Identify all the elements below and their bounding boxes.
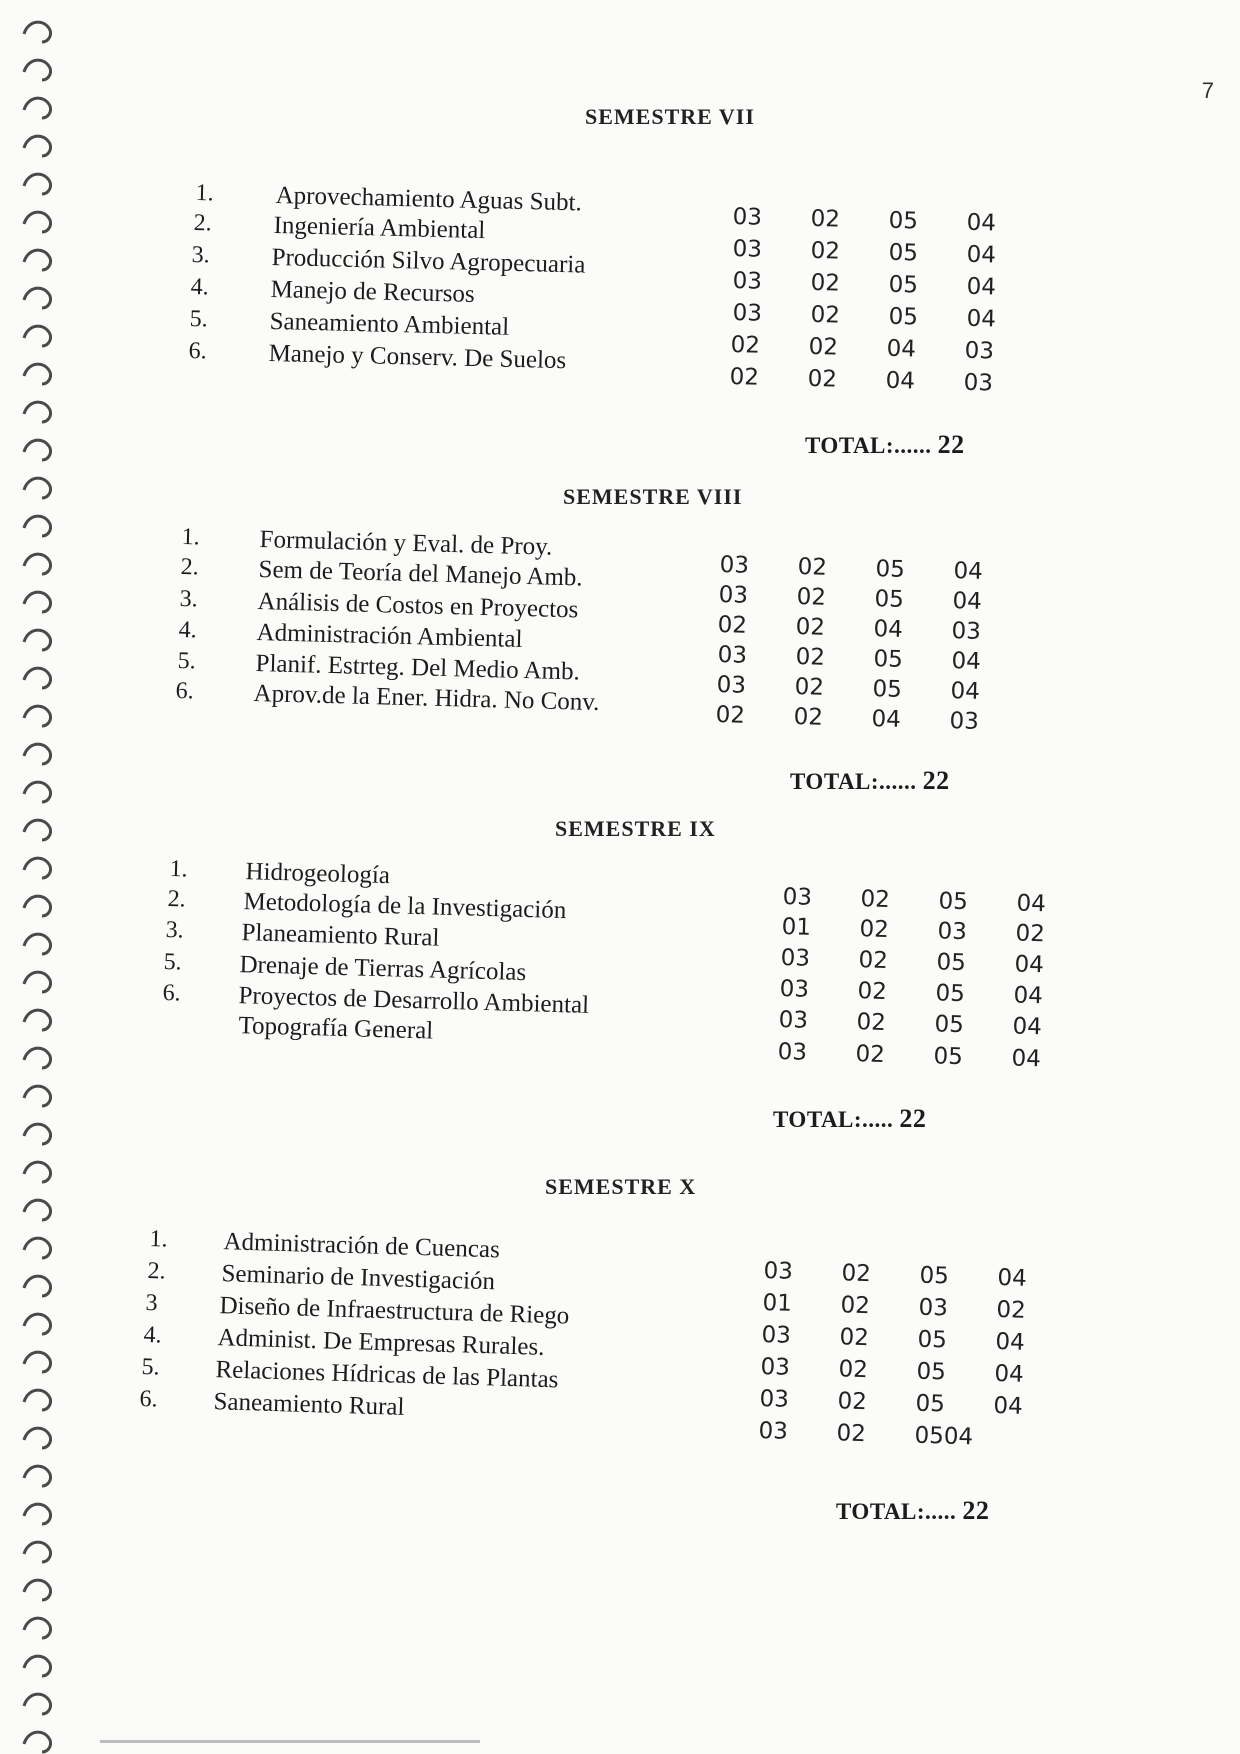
course-number: 5. (177, 648, 196, 675)
credit-value: 03 (964, 337, 995, 365)
credit-values-row (760, 1354, 1025, 1388)
binding-ring (24, 782, 51, 802)
credit-value: 02 (795, 644, 826, 671)
course-number: 3. (179, 586, 198, 613)
course-number: 4. (178, 617, 197, 644)
credit-values-row (715, 702, 980, 735)
course-row (167, 886, 567, 925)
course-number: 1. (181, 524, 200, 551)
credit-value: 02 (857, 978, 888, 1005)
credit-value: 02 (840, 1292, 871, 1320)
credit-value: 03 (951, 618, 982, 645)
total-label: TOTAL:..... (773, 1107, 894, 1132)
course-row (191, 242, 586, 279)
credit-values-row (777, 1039, 1042, 1073)
total-value: 22 (922, 766, 950, 795)
credit-value: 05 (888, 271, 919, 299)
course-name: Planif. Estrteg. Del Medio Amb. (255, 650, 581, 686)
course-name: Saneamiento Rural (213, 1388, 405, 1421)
binding-ring (24, 98, 51, 118)
course-number: 2. (147, 1258, 166, 1285)
bottom-edge-shadow (100, 1740, 480, 1743)
course-row (178, 617, 523, 653)
credit-value: 02 (837, 1388, 868, 1416)
binding-ring (24, 402, 51, 422)
course-row (188, 338, 567, 375)
credit-value: 04 (966, 241, 997, 269)
credit-value: 02 (859, 916, 890, 943)
credit-values-row (779, 976, 1044, 1010)
credit-value: 02 (793, 704, 824, 731)
course-name: Drenaje de Tierras Agrícolas (239, 951, 527, 987)
credit-values-row (759, 1386, 1024, 1420)
binding-ring (24, 706, 51, 726)
credit-value: 03 (717, 642, 748, 669)
course-row (180, 554, 583, 592)
credit-value: 05 (888, 303, 919, 331)
credit-value: 03 (778, 1007, 809, 1034)
credit-value: 04 (1016, 890, 1047, 918)
binding-ring (24, 554, 51, 574)
course-number: 2. (167, 886, 186, 913)
course-number: 1. (169, 856, 188, 883)
credit-value: 02 (856, 1009, 887, 1036)
credit-value: 03 (732, 300, 763, 327)
binding-ring (24, 212, 51, 232)
binding-ring (24, 22, 51, 42)
credit-value: 05 (938, 888, 969, 916)
total-label: TOTAL:...... (790, 769, 917, 794)
binding-ring (24, 1428, 51, 1448)
course-row (165, 917, 440, 952)
credit-value: 02 (795, 614, 826, 641)
credit-values-row (730, 332, 995, 365)
course-number: 1. (149, 1226, 168, 1253)
credit-values-row (719, 552, 984, 585)
credit-value: 02 (717, 612, 748, 639)
course-number: 2. (193, 210, 212, 237)
credit-values-row (780, 945, 1045, 979)
binding-ring (24, 1238, 51, 1258)
binding-ring (24, 136, 51, 156)
credit-value: 02 (810, 269, 841, 297)
binding-ring (24, 1732, 51, 1752)
binding-ring (24, 744, 51, 764)
credit-value: 02 (810, 301, 841, 329)
credit-value: 03 (761, 1322, 792, 1349)
binding-ring (24, 1694, 51, 1714)
course-name: Relaciones Hídricas de las Plantas (215, 1356, 559, 1394)
credit-values-row (718, 582, 983, 615)
credit-value: 02 (839, 1324, 870, 1352)
credit-value: 03 (777, 1039, 808, 1066)
binding-ring (24, 1162, 51, 1182)
spiral-binding (14, 0, 64, 1754)
course-row (175, 678, 600, 717)
credit-value: 04 (993, 1392, 1024, 1420)
credit-values-row (729, 364, 994, 397)
course-number: 2. (180, 554, 199, 581)
course-number: 3. (165, 917, 184, 944)
course-number: 4. (190, 274, 209, 301)
credit-values-row (732, 300, 997, 333)
credit-value: 04 (994, 1360, 1025, 1388)
credit-value: 04 (966, 305, 997, 333)
semester-title: SEMESTRE VII (585, 104, 755, 129)
course-name: Diseño de Infraestructura de Riego (219, 1292, 570, 1330)
course-name: Planeamiento Rural (241, 919, 440, 952)
credit-values-row (717, 642, 982, 675)
course-name: Seminario de Investigación (221, 1260, 496, 1296)
total-label: TOTAL:..... (836, 1499, 957, 1524)
binding-ring (24, 1656, 51, 1676)
credit-value: 03 (780, 945, 811, 972)
course-name: Hidrogeología (245, 858, 391, 890)
course-number: 5. (189, 306, 208, 333)
binding-ring (24, 1086, 51, 1106)
credit-value: 05 (888, 207, 919, 235)
credit-value: 05 (936, 949, 967, 977)
credit-value: 04 (1014, 951, 1045, 979)
credit-value: 05 (888, 239, 919, 267)
binding-ring (24, 1542, 51, 1562)
total-label: TOTAL:...... (805, 433, 932, 458)
credit-values-row (781, 914, 1046, 948)
course-number: 6. (139, 1386, 158, 1413)
credit-value: 03 (759, 1386, 790, 1413)
credit-value: 01 (762, 1290, 793, 1317)
binding-ring (24, 858, 51, 878)
course-name: Administración de Cuencas (223, 1228, 501, 1264)
course-name: Metodología de la Investigación (243, 888, 567, 925)
credit-value: 02 (841, 1260, 872, 1288)
semester-total (805, 430, 965, 460)
credit-value: 04 (1013, 982, 1044, 1010)
course-name: Aprovechamiento Aguas Subt. (275, 181, 583, 217)
course-name: Administración Ambiental (256, 619, 523, 653)
course-number: 5. (163, 949, 182, 976)
credit-value: 04 (966, 273, 997, 301)
course-number: 3. (191, 242, 210, 269)
binding-ring (24, 250, 51, 270)
credit-value: 02 (808, 333, 839, 361)
credit-value: 04 (885, 367, 916, 395)
credit-value: 05 (916, 1358, 947, 1386)
binding-ring (24, 1390, 51, 1410)
credit-value: 02 (797, 554, 828, 581)
credit-values-row (758, 1418, 974, 1451)
course-number: 3 (145, 1290, 158, 1317)
course-name: Proyectos de Desarrollo Ambiental (238, 982, 590, 1019)
credit-value: 02 (860, 886, 891, 913)
credit-value: 02 (810, 237, 841, 265)
binding-ring (24, 972, 51, 992)
course-row (139, 1386, 405, 1421)
course-name: Saneamiento Ambiental (269, 307, 510, 341)
credit-value: 02 (715, 702, 746, 729)
binding-ring (24, 326, 51, 346)
credit-value: 04 (953, 558, 984, 585)
course-row (145, 1290, 570, 1330)
credit-value: 04 (1011, 1045, 1042, 1073)
binding-ring (24, 1580, 51, 1600)
binding-ring (24, 1010, 51, 1030)
credit-value: 01 (781, 914, 812, 941)
course-row (195, 180, 583, 217)
course-row (177, 648, 581, 686)
course-row (181, 524, 553, 561)
course-name: Topografía General (238, 1012, 434, 1045)
course-row (179, 586, 579, 624)
course-name: Producción Silvo Agropecuaria (271, 243, 586, 279)
credit-values-row (732, 236, 997, 269)
credit-value: 02 (730, 332, 761, 359)
binding-ring (24, 592, 51, 612)
credit-values-row (717, 612, 982, 645)
credit-value: 03 (763, 1258, 794, 1285)
binding-ring (24, 1314, 51, 1334)
credit-value: 03 (758, 1418, 789, 1445)
credit-value: 04 (871, 706, 902, 733)
course-row (147, 1258, 496, 1296)
course-row (162, 980, 590, 1019)
credit-value: 03 (732, 204, 763, 231)
credit-value: 03 (782, 884, 813, 911)
course-row (193, 210, 486, 245)
course-name: Administ. De Empresas Rurales. (217, 1324, 545, 1361)
course-row (190, 274, 476, 308)
course-number: 5. (141, 1354, 160, 1381)
credit-value: 05 (935, 980, 966, 1008)
credit-value: 02 (1015, 920, 1046, 948)
credit-values-row (716, 672, 981, 705)
credit-value: 05 (919, 1262, 950, 1290)
binding-ring (24, 1200, 51, 1220)
binding-ring (24, 174, 51, 194)
credit-values-row (763, 1258, 1028, 1292)
binding-ring (24, 364, 51, 384)
credit-value: 04 (873, 616, 904, 643)
credit-value: 05 (917, 1326, 948, 1354)
course-number: 6. (175, 678, 194, 705)
credit-value: 04 (1012, 1013, 1043, 1041)
course-row (149, 1226, 501, 1264)
binding-ring (24, 820, 51, 840)
credit-value: 03 (716, 672, 747, 699)
course-row (169, 856, 391, 890)
binding-ring (24, 288, 51, 308)
semester-total (773, 1104, 926, 1134)
credit-value: 02 (807, 365, 838, 393)
credit-values-row (761, 1322, 1026, 1356)
credit-values-row (732, 204, 997, 237)
credit-value: 04 (951, 648, 982, 675)
binding-ring (24, 896, 51, 916)
credit-value: 02 (996, 1296, 1027, 1324)
course-name: Manejo y Conserv. De Suelos (268, 339, 567, 375)
credit-value: 03 (718, 582, 749, 609)
course-row (141, 1354, 559, 1394)
course-name: Aprov.de la Ener. Hidra. No Conv. (253, 680, 600, 717)
credit-value: 0504 (914, 1422, 974, 1451)
credit-value: 05 (934, 1011, 965, 1039)
credit-value: 02 (796, 584, 827, 611)
credit-value: 04 (966, 209, 997, 237)
credit-value: 02 (836, 1420, 867, 1448)
credit-value: 05 (875, 556, 906, 583)
binding-ring (24, 668, 51, 688)
course-name: Sem de Teoría del Manejo Amb. (258, 556, 583, 592)
binding-ring (24, 1048, 51, 1068)
credit-values-row (778, 1007, 1043, 1041)
credit-value: 02 (810, 205, 841, 233)
total-value: 22 (937, 430, 965, 459)
binding-ring (24, 630, 51, 650)
course-row (143, 1322, 545, 1361)
credit-value: 02 (838, 1356, 869, 1384)
binding-ring (24, 60, 51, 80)
course-number: 6. (188, 338, 207, 365)
credit-value: 05 (874, 586, 905, 613)
course-number: 6. (162, 980, 181, 1007)
semester-total (790, 766, 950, 796)
credit-values-row (762, 1290, 1027, 1324)
course-name: Manejo de Recursos (270, 275, 476, 308)
page-number: 7 (1201, 78, 1214, 103)
credit-value: 03 (732, 268, 763, 295)
credit-values-row (732, 268, 997, 301)
course-name: Análisis de Costos en Proyectos (257, 588, 579, 624)
credit-value: 03 (963, 369, 994, 397)
credit-value: 03 (937, 918, 968, 946)
credit-value: 05 (872, 676, 903, 703)
semester-title: SEMESTRE VIII (563, 484, 743, 509)
course-row (162, 1010, 434, 1045)
credit-value: 03 (732, 236, 763, 263)
credit-value: 03 (719, 552, 750, 579)
credit-value: 03 (918, 1294, 949, 1322)
binding-ring (24, 1504, 51, 1524)
course-number: 1. (195, 180, 214, 207)
credit-value: 04 (952, 588, 983, 615)
credit-value: 03 (760, 1354, 791, 1381)
binding-ring (24, 934, 51, 954)
credit-values-row (782, 884, 1047, 918)
binding-ring (24, 516, 51, 536)
credit-value: 02 (858, 947, 889, 974)
credit-value: 04 (886, 335, 917, 363)
binding-ring (24, 1124, 51, 1144)
credit-value: 04 (995, 1328, 1026, 1356)
course-row (189, 306, 510, 341)
credit-value: 04 (997, 1264, 1028, 1292)
course-number: 4. (143, 1322, 162, 1349)
credit-value: 05 (873, 646, 904, 673)
binding-ring (24, 1618, 51, 1638)
credit-value: 03 (949, 708, 980, 735)
credit-value: 03 (779, 976, 810, 1003)
credit-value: 05 (933, 1043, 964, 1071)
credit-value: 05 (915, 1390, 946, 1418)
semester-title: SEMESTRE X (545, 1174, 697, 1199)
binding-ring (24, 440, 51, 460)
binding-ring (24, 1352, 51, 1372)
credit-value: 04 (950, 678, 981, 705)
total-value: 22 (899, 1104, 927, 1133)
credit-value: 02 (794, 674, 825, 701)
binding-ring (24, 478, 51, 498)
credit-value: 02 (729, 364, 760, 391)
total-value: 22 (962, 1496, 990, 1525)
semester-title: SEMESTRE IX (555, 816, 716, 841)
binding-ring (24, 1276, 51, 1296)
course-name: Ingeniería Ambiental (273, 211, 486, 245)
binding-ring (24, 1466, 51, 1486)
course-name: Formulación y Eval. de Proy. (259, 526, 553, 561)
semester-total (836, 1496, 989, 1526)
credit-value: 02 (855, 1041, 886, 1068)
course-row (163, 949, 527, 987)
